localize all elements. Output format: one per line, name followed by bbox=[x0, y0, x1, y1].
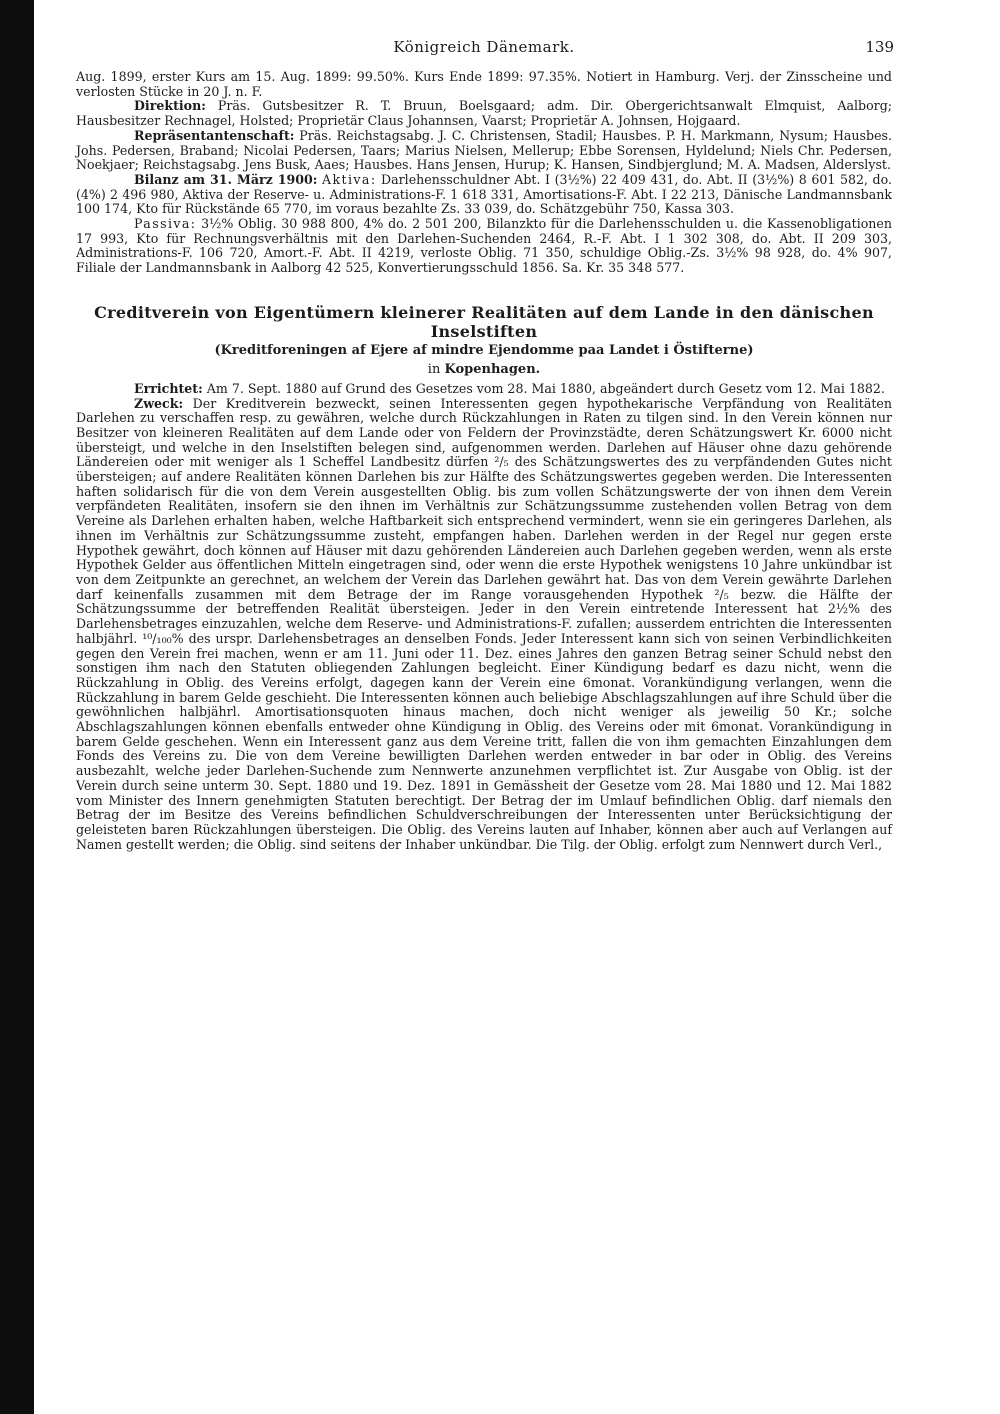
aktiva-text: Darlehensschuldner Abt. I (3½%) 22 409 431, do. Abt. II (3½%) 8 601 582, do. (4%) 2 496 980, Aktiva der Reserve- u. Administrations-F. 1 618 331, Amortisations-F. Abt. I 22 213, Dänische Landmannsbank 100 174, Kto für Rückstände 65 770, im voraus bezahlte Zs. 33 039, do. Schätzgebühr 750, Kassa 303. bbox=[76, 171, 892, 217]
direktion-text: Präs. Gutsbesitzer R. T. Bruun, Boelsgaard; adm. Dir. Obergerichtsanwalt Elmquist, Aalborg; Hausbesitzer Rechnagel, Holsted; Proprietär Claus Johannsen, Vaarst; Proprietär A. Johnsen, Hojgaard. bbox=[76, 98, 892, 129]
paragraph-direktion bbox=[76, 99, 892, 128]
zweck-text: Der Kreditverein bezweckt, seinen Interessenten gegen hypothekarische Verpfändung von Realitäten Darlehen zu verschaffen resp. zu gewähren, welche durch Rückzahlungen in Raten zu tilgen sind. In den Verein können nur Besitzer von kleineren Realitäten auf dem Lande oder von Feldern der Provinzstädte, deren Schätzungswert Kr. 6000 nicht übersteigt, und welche in den Inselstiften belegen sind, aufgenommen werden. Darlehen auf Häuser ohne dazu gehörende Ländereien oder mit weniger als 1 Scheffel Landbesitz dürfen ²/₅ des Schätzungswertes des zu verpfändenden Gutes nicht übersteigen; auf andere Realitäten können Darlehen bis zur Hälfte des Schätzungswertes gegeben werden. Die Interessenten haften solidarisch für die von dem Verein ausgestellten Oblig. bis zum vollen Schätzungswerte der von ihnen dem Verein verpfändeten Realitäten, insofern sie den ihnen im Verhältnis zur Schätzungssumme zustehenden vollen Betrag von dem Vereine als Darlehen erhalten haben, welche Haftbarkeit sich entsprechend vermindert, wenn sie ein geringeres Darlehen, als ihnen im Verhältnis zur Schätzungssumme zusteht, empfangen haben. Darlehen werden in der Regel nur gegen erste Hypothek gewährt, doch können auf Häuser mit dazu gehörenden Ländereien auch Darlehen gegeben werden, wenn als erste Hypothek Gelder aus öffentlichen Mitteln eingetragen sind, oder wenn die erste Hypothek wenigstens 10 Jahre unkündbar ist von dem Zeitpunkte an gerechnet, an welchem der Verein das Darlehen gewährt hat. Das von dem Verein gewährte Darlehen darf keinenfalls zusammen mit dem Betrage der im Range vorausgehenden Hypothek ²/₅ bezw. die Hälfte der Schätzungssumme der betreffenden Realität übersteigen. Jeder in den Verein eintretende Interessent hat 2½% des Darlehensbetrages einzuzahlen, welche dem Reserve- und Administrations-F. zufallen; ausserdem entrichten die Interessenten halbjährl. ¹⁰/₁₀₀% des urspr. Darlehensbetrages an denselben Fonds. Jeder Interessent kann sich von seinen Verbindlichkeiten gegen den Verein frei machen, wenn er am 11. Juni oder 11. Dez. eines Jahres den ganzen Betrag seiner Schuld nebst den sonstigen ihm nach den Statuten obliegenden Zahlungen begleicht. Einer Kündigung bedarf es dazu nicht, wenn die Rückzahlung in Oblig. des Vereins erfolgt, dagegen kann der Verein eine 6monat. Vorankündigung verlangen, wenn die Rückzahlung in barem Gelde geschieht. Die Interessenten können auch beliebige Abschlagszahlungen auf ihre Schuld über die gewöhnlichen halbjährl. Amortisationsquoten hinaus machen, doch nicht weniger als jeweilig 50 Kr.; solche Abschlagszahlungen können ebenfalls entweder ohne Kündigung in Oblig. des Vereins oder mit 6monat. Vorankündigung in barem Gelde geschehen. Wenn ein Interessent ganz aus dem Vereine tritt, fallen die von ihm gemachten Einzahlungen dem Fonds des Vereins zu. Die von dem Vereine bewilligten Darlehen werden entweder in bar oder in Oblig. des Vereins ausbezahlt, welche jeder Darlehen-Suchende zum Nennwerte anzunehmen verpflichtet ist. Zur Ausgabe von Oblig. ist der Verein durch seine unterm 30. Sept. 1880 und 19. Dez. 1891 in Gemässheit der Gesetze vom 28. Mai 1880 und 12. Mai 1882 vom Minister des Innern genehmigten Statuten berechtigt. Der Betrag der im Umlauf befindlichen Oblig. darf niemals den Betrag der im Besitze des Vereins befindlichen Schuldverschreibungen der Interessenten unter Berücksichtigung der geleisteten baren Rückzahlungen übersteigen. Die Oblig. des Vereins lauten auf Inhaber, können aber auch auf Verlangen auf Namen gestellt werden; die Oblig. sind seitens der Inhaber unkündbar. Die Tilg. der Oblig. erfolgt zum Nennwert durch Verl., bbox=[76, 395, 892, 852]
paragraph-bilanz-aktiva bbox=[76, 173, 892, 217]
direktion-label: Direktion: bbox=[134, 98, 206, 114]
errichtet-text: Am 7. Sept. 1880 auf Grund des Gesetzes vom 28. Mai 1880, abgeändert durch Gesetz vom 12. Mai 1882. bbox=[206, 380, 885, 396]
passiva-text: 3½% Oblig. 30 988 800, 4% do. 2 501 200, Bilanzkto für die Darlehensschulden u. die Kassenobligationen 17 993, Kto für Rechnungsverhältnis mit den Darlehen-Suchenden 2464, R.-F. Abt. I 1 302 308, do. Abt. II 209 303, Administrations-F. 106 720, Amort.-F. Abt. II 4219, verloste Oblig. 71 350, schuldige Oblig.-Zs. 3½% 98 928, do. 4% 907, Filiale der Landmannsbank in Aalborg 42 525, Konvertierungsschuld 1856. Sa. Kr. 35 348 577. bbox=[76, 216, 892, 276]
section-location bbox=[76, 360, 892, 379]
section-subheading: (Kreditforeningen af Ejere af mindre Ejendomme paa Landet i Östifterne) bbox=[214, 342, 754, 358]
representation-label: Repräsentantenschaft: bbox=[134, 127, 295, 143]
errichtet-label: Errichtet: bbox=[134, 380, 203, 396]
paragraph-zweck bbox=[76, 397, 892, 853]
passiva-label: Passiva: bbox=[134, 216, 197, 232]
paragraph-passiva bbox=[76, 217, 892, 276]
document-page bbox=[76, 30, 892, 852]
paragraph-errichtet bbox=[76, 382, 892, 397]
zweck-label: Zweck: bbox=[134, 395, 184, 411]
running-header bbox=[76, 30, 892, 70]
scan-dark-edge bbox=[0, 0, 34, 1414]
section-heading: Creditverein von Eigentümern kleinerer Realitäten auf dem Lande in den dänischen Inselstiften bbox=[94, 302, 874, 341]
location-city: Kopenhagen. bbox=[444, 361, 541, 377]
representation-text: Präs. Reichstagsabg. J. C. Christensen, Stadil; Hausbes. P. H. Markmann, Nysum; Hausbes. Johs. Pedersen, Braband; Nicolai Pedersen, Taars; Marius Nielsen, Mellerup; Ebbe Sorensen, Hyldelund; Niels Chr. Pedersen, Noekjaer; Reichstagsabg. Jens Busk, Aaes; Hausbes. Hans Jensen, Hurup; K. Hansen, Sindbjerglund; M. A. Madsen, Alderslyst. bbox=[76, 127, 892, 173]
location-prefix: in bbox=[427, 361, 441, 377]
running-title: Königreich Dänemark. bbox=[393, 38, 575, 56]
aktiva-label: Aktiva: bbox=[322, 171, 377, 187]
paragraph-representation bbox=[76, 129, 892, 173]
section-heading-block bbox=[76, 303, 892, 379]
paragraph-listing-info: Aug. 1899, erster Kurs am 15. Aug. 1899: 99.50%. Kurs Ende 1899: 97.35%. Notiert in Hamburg. Verj. der Zinsscheine und verlosten Stücke in 20 J. n. F. bbox=[76, 69, 892, 99]
page-number: 139 bbox=[865, 38, 894, 56]
section-body bbox=[76, 382, 892, 853]
bilanz-label: Bilanz am 31. März 1900: bbox=[134, 171, 318, 187]
